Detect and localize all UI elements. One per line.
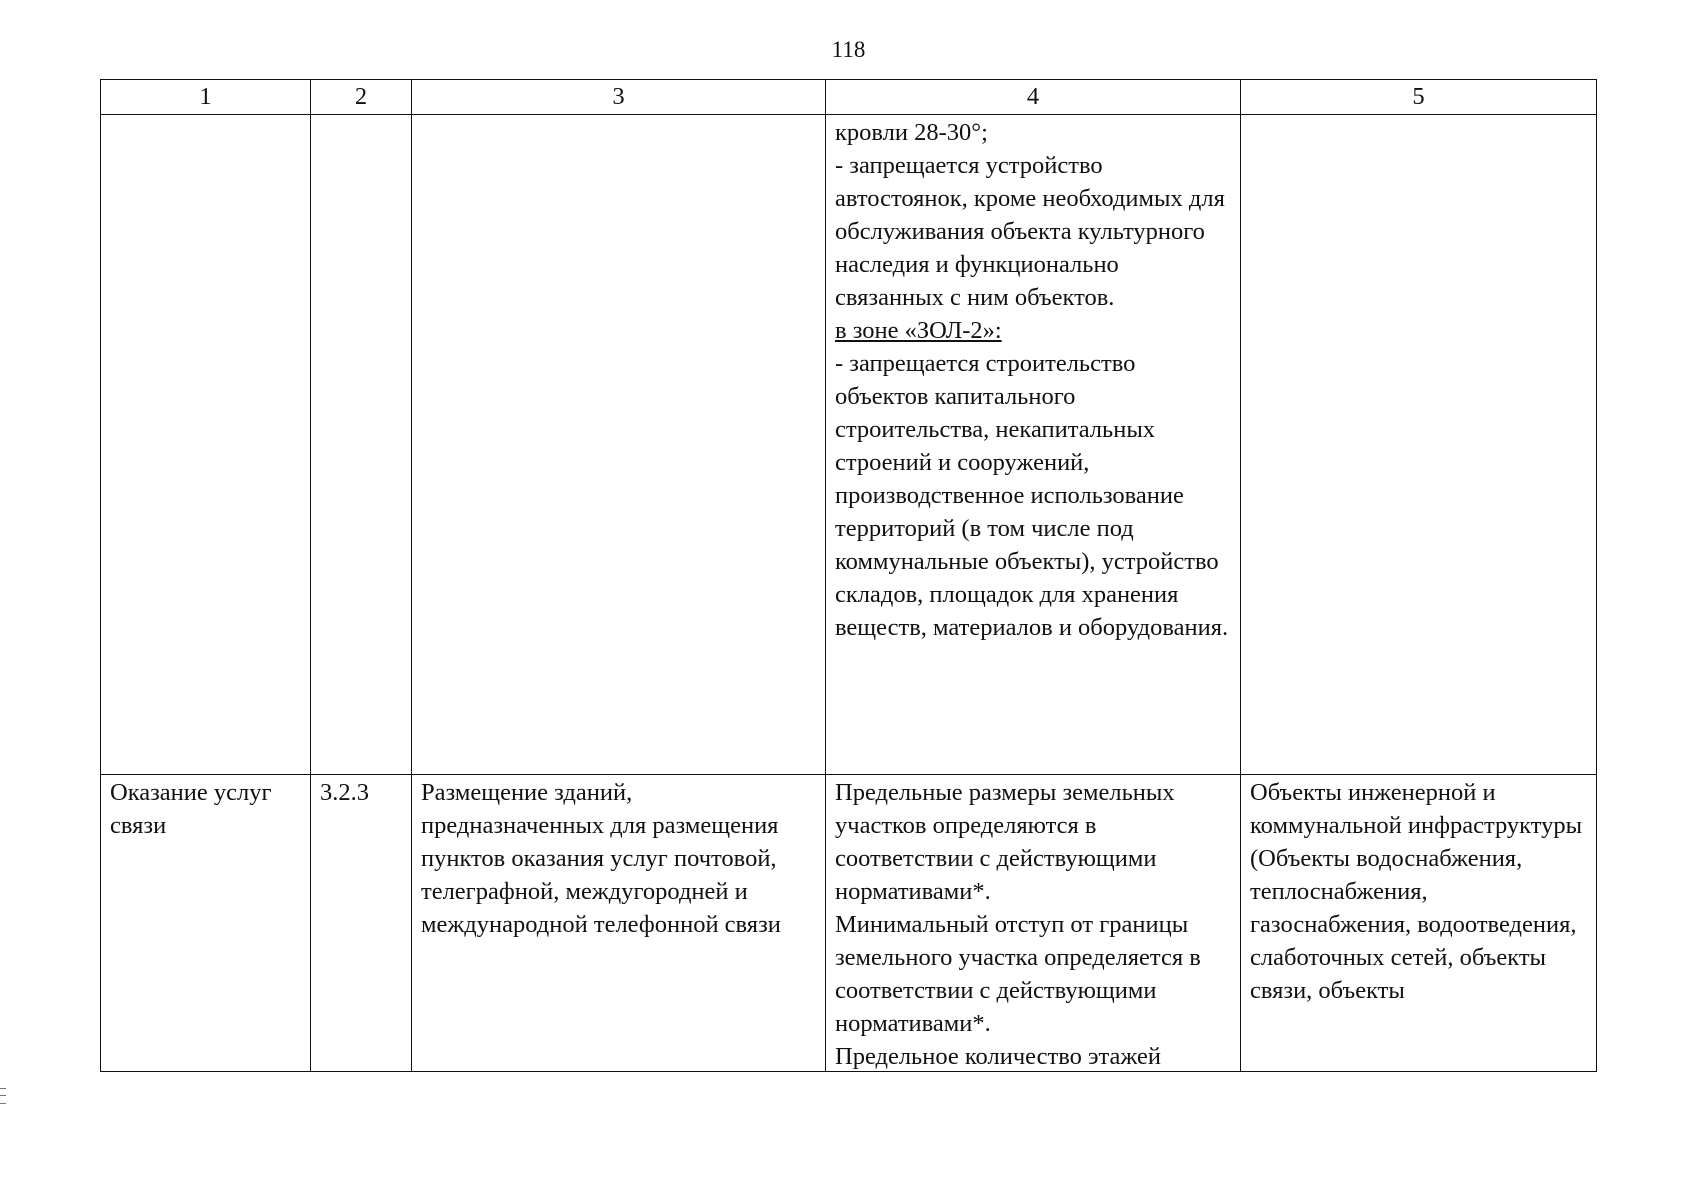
table-header-row bbox=[101, 80, 1597, 115]
cell-parameters bbox=[826, 115, 1241, 775]
column-header-5: 5 bbox=[1241, 80, 1597, 115]
column-header-3: 3 bbox=[412, 80, 826, 115]
table-row bbox=[101, 775, 1597, 1072]
parameters-text-part2: - запрещается строительство объектов капитального строительства, некапитальных строений и сооружений, производственное использование территорий (в том числе под коммунальные объекты), устройство складов, площадок для хранения веществ, материалов и оборудования. bbox=[835, 350, 1229, 641]
cell-description bbox=[412, 115, 826, 775]
cell-auxiliary-uses bbox=[1241, 115, 1597, 775]
use-type-text: Оказание услуг связи bbox=[110, 779, 272, 839]
scan-margin-mark bbox=[0, 1088, 6, 1104]
land-use-regulations-table bbox=[100, 79, 1597, 1072]
auxiliary-uses-text: Объекты инженерной и коммунальной инфраструктуры (Объекты водоснабжения, теплоснабжения, газоснабжения, водоотведения, слаботочных сетей, объекты связи, объекты bbox=[1250, 779, 1583, 1004]
code-text: 3.2.3 bbox=[320, 779, 369, 806]
parameters-text-part1: кровли 28-30°; - запрещается устройство автостоянок, кроме необходимых для обслуживания объекта культурного наследия и функционально связанных с ним объектов. bbox=[835, 119, 1225, 311]
zone-heading: в зоне «ЗОЛ-2»: bbox=[835, 317, 1002, 344]
page-number: 118 bbox=[831, 37, 866, 62]
cell-parameters bbox=[826, 775, 1241, 1072]
cell-auxiliary-uses bbox=[1241, 775, 1597, 1072]
column-header-4: 4 bbox=[826, 80, 1241, 115]
column-header-2: 2 bbox=[311, 80, 412, 115]
parameters-text: Предельные размеры земельных участков определяются в соответствии с действующими нормативами*. Минимальный отступ от границы земельного участка определяется в соответствии с действующими нормативами*. Предельное количество этажей bbox=[835, 779, 1201, 1070]
cell-use-type bbox=[101, 775, 311, 1072]
table-row bbox=[101, 115, 1597, 775]
column-header-1: 1 bbox=[101, 80, 311, 115]
description-text: Размещение зданий, предназначенных для размещения пунктов оказания услуг почтовой, телеграфной, междугородней и международной телефонной связи bbox=[421, 779, 781, 938]
cell-use-type bbox=[101, 115, 311, 775]
cell-code bbox=[311, 775, 412, 1072]
cell-description bbox=[412, 775, 826, 1072]
cell-code bbox=[311, 115, 412, 775]
